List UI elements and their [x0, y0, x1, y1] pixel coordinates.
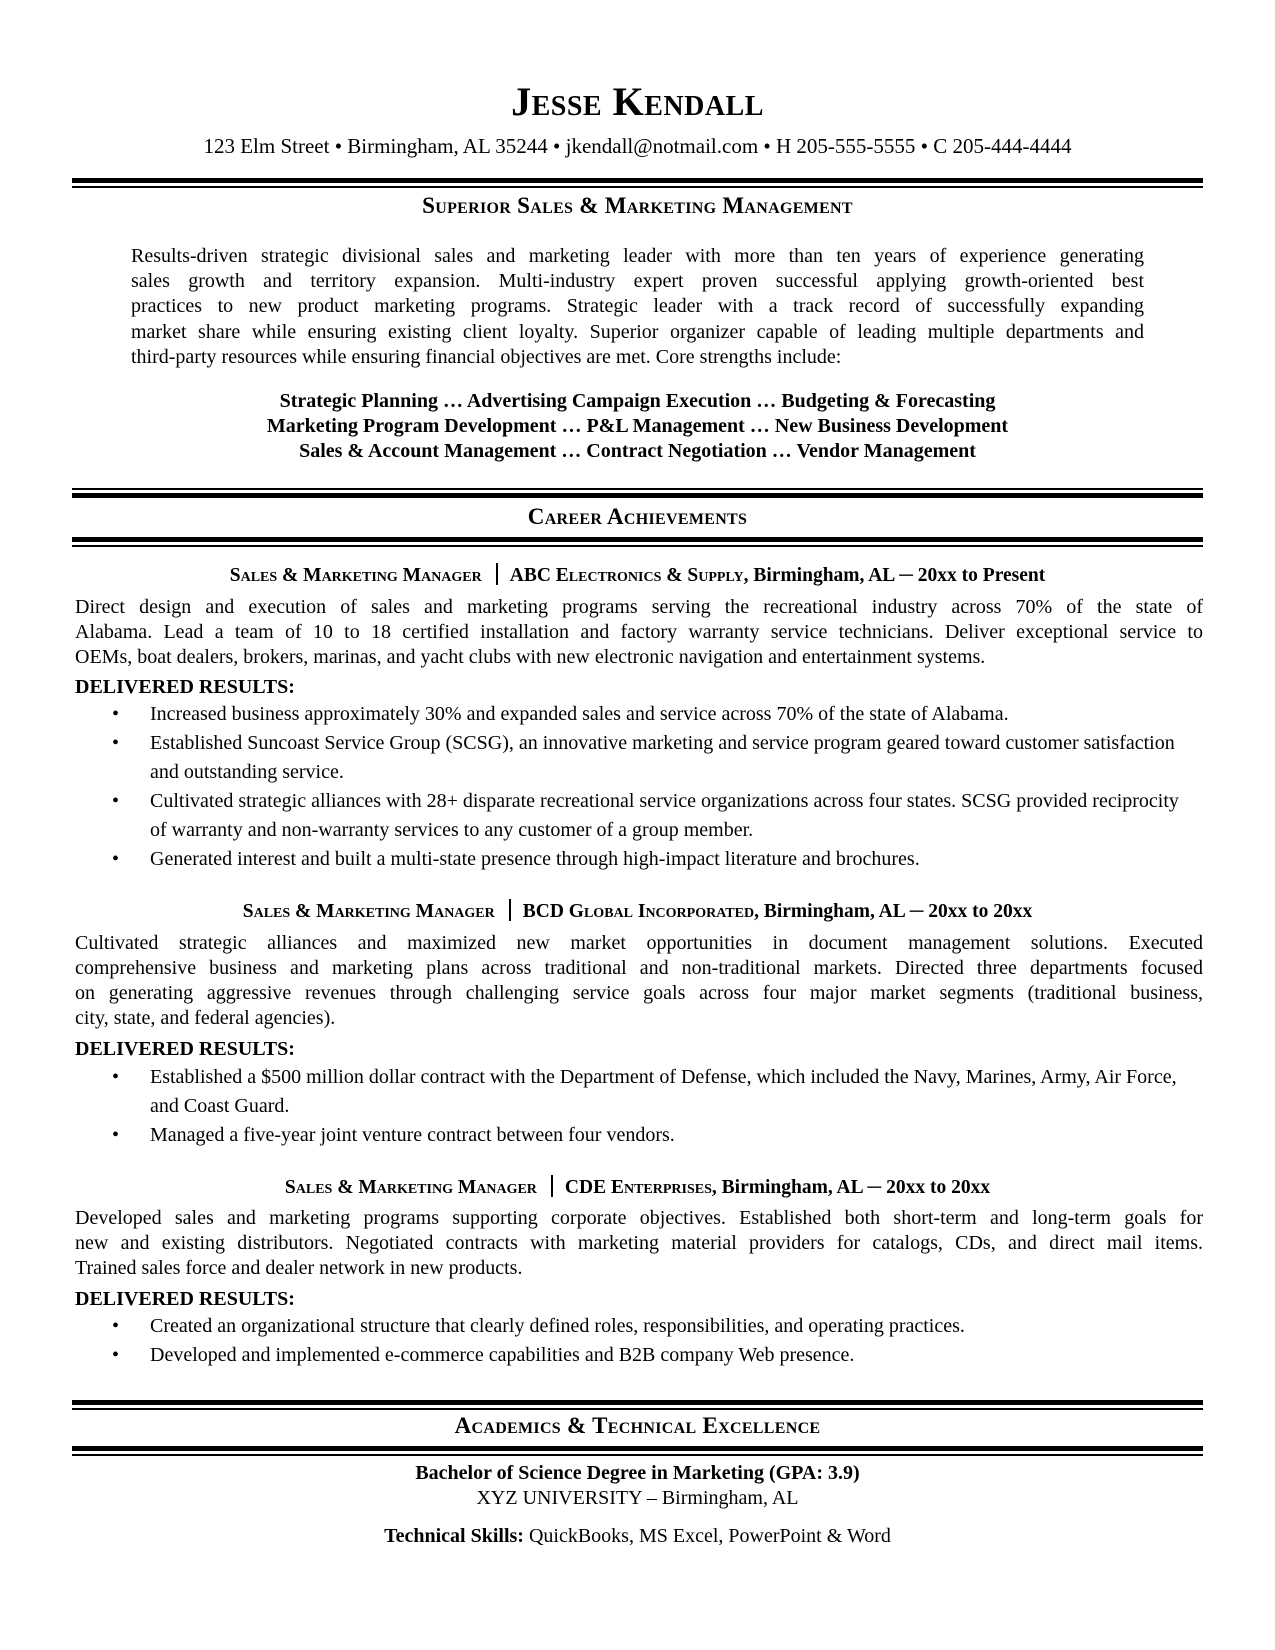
job-description-line: new and existing distributors. Negotiated contracts with marketing material providers for catalogs, CDs, and direct mail items. — [75, 1232, 1203, 1254]
school: XYZ UNIVERSITY – Birmingham, AL — [476, 1487, 799, 1509]
job-description-line: Cultivated strategic alliances and maximized new market opportunities in document management solutions. Executed — [75, 932, 1203, 954]
job-location-dates: , Birmingham, AL ─ 20xx to 20xx — [711, 1177, 991, 1198]
job-company: BCD Global Incorporated — [522, 901, 755, 922]
career-divider-top-thick — [72, 493, 1203, 498]
academics-divider-bottom-thin — [72, 1454, 1203, 1456]
candidate-name: Jesse Kendall — [511, 79, 764, 124]
job-heading — [0, 563, 1275, 587]
summary-title: Superior Sales & Marketing Management — [422, 193, 853, 218]
summary-line: sales growth and territory expansion. Multi-industry expert proven successful applying growth-oriented best — [131, 270, 1144, 293]
bullet-icon: • — [112, 1344, 120, 1366]
job-heading — [0, 899, 1275, 923]
strengths-line: Strategic Planning … Advertising Campaign Execution … Budgeting & Forecasting — [279, 390, 996, 412]
strengths-line: Marketing Program Development … P&L Management … New Business Development — [266, 415, 1009, 437]
contact-line: 123 Elm Street • Birmingham, AL 35244 • jkendall@notmail.com • H 205-555-5555 • C 205-444-4444 — [203, 134, 1072, 158]
summary-paragraph — [131, 244, 1144, 370]
result-item: Established a $500 million dollar contract with the Department of Defense, which included the Navy, Marines, Army, Air Force, and Coast Guard. — [150, 1066, 1177, 1117]
delivered-results-label: DELIVERED RESULTS: — [75, 1038, 295, 1060]
job-description-line: Trained sales force and dealer network in new products. — [75, 1257, 523, 1279]
result-item: Developed and implemented e-commerce capabilities and B2B company Web presence. — [150, 1344, 855, 1366]
bullet-icon: • — [112, 1124, 120, 1146]
heading-separator — [509, 899, 511, 921]
academics-title: Academics & Technical Excellence — [454, 1413, 821, 1438]
heading-separator — [496, 563, 498, 585]
job-description-line: on generating aggressive revenues through challenging service goals across four major market segments (traditional business, — [75, 982, 1203, 1004]
job-role: Sales & Marketing Manager — [229, 565, 482, 586]
summary-line: Results-driven strategic divisional sales and marketing leader with more than ten years of experience generating — [131, 245, 1144, 267]
bullet-icon: • — [112, 732, 120, 754]
skills-list: QuickBooks, MS Excel, PowerPoint & Word — [523, 1525, 891, 1547]
degree: Bachelor of Science Degree in Marketing (GPA: 3.9) — [415, 1462, 860, 1484]
job-description-line: Direct design and execution of sales and marketing programs serving the recreational industry across 70% of the state of — [75, 596, 1203, 618]
career-divider-bottom-thick — [72, 537, 1203, 542]
job-description-line: OEMs, boat dealers, brokers, marinas, and yacht clubs with new electronic navigation and entertainment systems. — [75, 646, 986, 668]
result-item: Created an organizational structure that clearly defined roles, responsibilities, and operating practices. — [150, 1315, 965, 1337]
career-divider-top-thin — [72, 488, 1203, 490]
bullet-icon: • — [112, 790, 120, 812]
job-location-dates: , Birmingham, AL ─ 20xx to Present — [743, 565, 1046, 586]
job-company: CDE Enterprises — [564, 1177, 712, 1198]
result-item: Managed a five-year joint venture contract between four vendors. — [150, 1124, 675, 1146]
job-description — [75, 931, 1203, 1031]
job-description-line: city, state, and federal agencies). — [75, 1007, 336, 1029]
result-item: Cultivated strategic alliances with 28+ disparate recreational service organizations across four states. SCSG provided reciprocity of warranty and non-warranty services to any customer of a group member. — [150, 790, 1179, 841]
career-divider-bottom-thin — [72, 545, 1203, 547]
heading-separator — [551, 1175, 553, 1197]
bullet-icon: • — [112, 703, 120, 725]
job-description-line: comprehensive business and marketing plans across traditional and non-traditional markets. Directed three departments focused — [75, 957, 1203, 979]
skills-label: Technical Skills: — [384, 1525, 524, 1547]
job-description-line: Developed sales and marketing programs supporting corporate objectives. Established both short-term and long-term goals for — [75, 1207, 1203, 1229]
delivered-results-label: DELIVERED RESULTS: — [75, 1288, 295, 1310]
job-description — [75, 1206, 1203, 1281]
bullet-icon: • — [112, 848, 120, 870]
job-role: Sales & Marketing Manager — [284, 1177, 537, 1198]
job-role: Sales & Marketing Manager — [242, 901, 495, 922]
summary-line: practices to new product marketing programs. Strategic leader with a track record of successfully expanding — [131, 295, 1144, 318]
bullet-icon: • — [112, 1315, 120, 1337]
summary-line: market share while ensuring existing client loyalty. Superior organizer capable of leading multiple departments and — [131, 320, 1144, 343]
result-item: Established Suncoast Service Group (SCSG), an innovative marketing and service program geared toward customer satisfaction and outstanding service. — [150, 732, 1175, 783]
career-title: Career Achievements — [527, 504, 748, 529]
job-company: ABC Electronics & Supply — [509, 565, 744, 586]
result-item: Generated interest and built a multi-state presence through high-impact literature and brochures. — [150, 848, 920, 870]
strengths-line: Sales & Account Management … Contract Negotiation … Vendor Management — [299, 440, 976, 462]
technical-skills — [0, 1525, 1275, 1548]
job-description — [75, 595, 1203, 670]
job-location-dates: , Birmingham, AL ─ 20xx to 20xx — [754, 901, 1033, 922]
bullet-icon: • — [112, 1066, 120, 1088]
job-heading — [0, 1175, 1275, 1199]
core-strengths — [0, 389, 1275, 464]
header-divider-thick — [72, 178, 1203, 183]
header-divider-thin — [72, 186, 1203, 188]
academics-divider-top-thick — [72, 1400, 1203, 1405]
result-item: Increased business approximately 30% and expanded sales and service across 70% of the state of Alabama. — [150, 703, 1009, 725]
job-description-line: Alabama. Lead a team of 10 to 18 certified installation and factory warranty service technicians. Deliver exceptional service to — [75, 621, 1203, 643]
summary-line: third-party resources while ensuring financial objectives are met. Core strengths include: — [131, 345, 842, 368]
academics-divider-bottom-thick — [72, 1446, 1203, 1451]
academics-divider-top-thin — [72, 1408, 1203, 1410]
delivered-results-label: DELIVERED RESULTS: — [75, 676, 295, 698]
